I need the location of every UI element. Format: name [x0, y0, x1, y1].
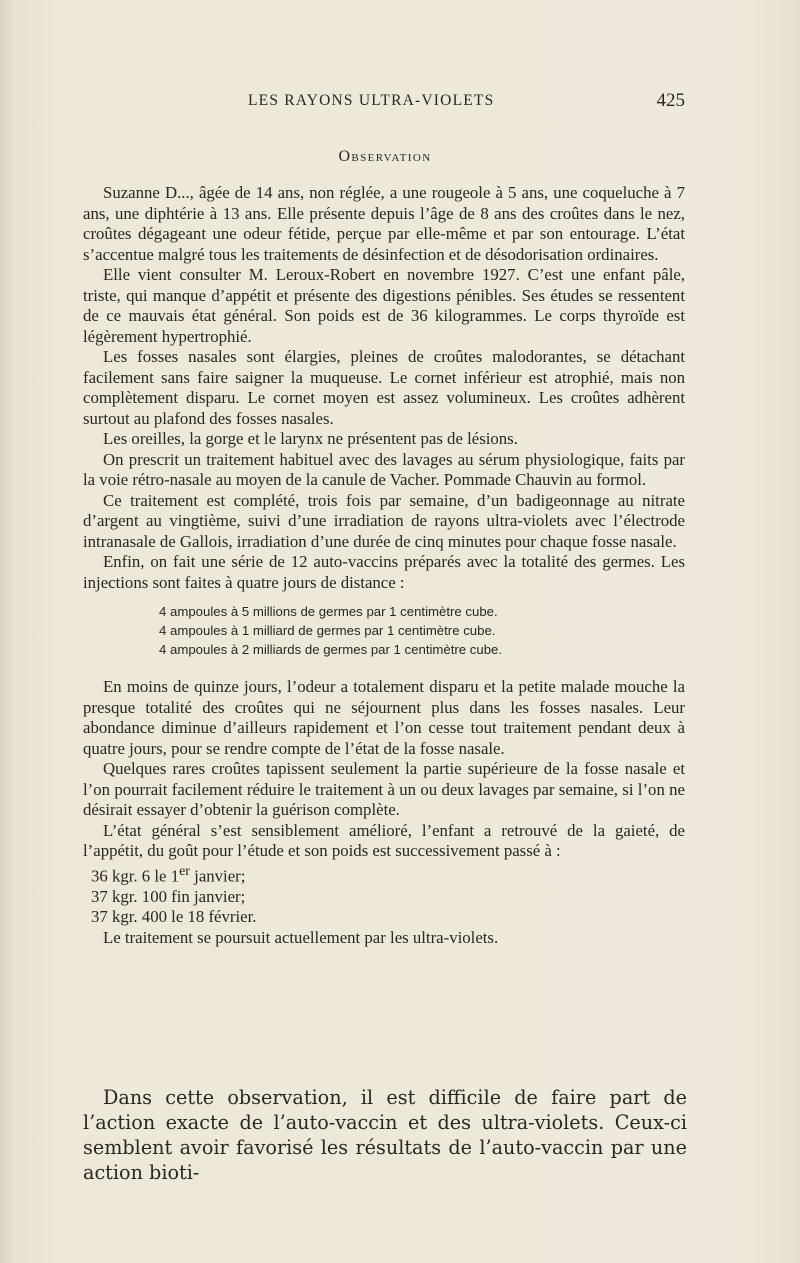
paragraph: Ce traitement est complété, trois fois par semaine, d’un badigeonnage au nitrate d’argent au vingtième, suivi d’une irradiation de rayons ultra-violets avec l’électrode intranasale de Gallois, irradiation d’une durée de cinq minutes pour chaque fosse nasale.: [83, 490, 685, 551]
weight-item: 37 kgr. 100 fin janvier;: [91, 886, 246, 906]
list-item: 4 ampoules à 5 millions de germes par 1 centimètre cube.: [159, 604, 498, 619]
paragraph: Suzanne D..., âgée de 14 ans, non réglée, a une rougeole à 5 ans, une coqueluche à 7 ans, une diphtérie à 13 ans. Elle présente depuis l’âge de 8 ans des croûtes dans le nez, croûtes dégageant une odeur fétide, perçue par elle-même et par son entourage. L’état s’accentue malgré tous les traitements de désinfection et de désodorisation ordinaires.: [83, 183, 685, 264]
injection-list: [83, 602, 685, 659]
running-title: LES RAYONS ULTRA-VIOLETS: [248, 92, 495, 109]
weight-item: [83, 862, 685, 887]
paragraph: Les fosses nasales sont élargies, pleines de croûtes malodorantes, se détachant facilement sans faire saigner la muqueuse. Le cornet inférieur est atrophié, mais non complètement disparu. Le cornet moyen est assez volumineux. Les croûtes adhèrent surtout au plafond des fosses nasales.: [83, 347, 685, 428]
weight-list: [83, 862, 685, 928]
paragraph: L’état général s’est sensiblement amélioré, l’enfant a retrouvé de la gaieté, de l’appétit, du goût pour l’étude et son poids est successivement passé à :: [83, 820, 685, 860]
paragraph: Enfin, on fait une série de 12 auto-vaccins préparés avec la totalité des germes. Les injections sont faites à quatre jours de distance :: [83, 552, 685, 592]
section-title: Observation: [338, 148, 432, 165]
list-item: 4 ampoules à 2 milliards de germes par 1 centimètre cube.: [159, 642, 503, 657]
paragraph: Elle vient consulter M. Leroux-Robert en novembre 1927. C’est une enfant pâle, triste, qui manque d’appétit et présente des digestions pénibles. Ses études se ressentent de ce mauvais état général. Son poids est de 36 kilogrammes. Le corps thyroïde est légèrement hypertrophié.: [83, 265, 685, 346]
final-line: Le traitement se poursuit actuellement par les ultra-violets.: [103, 927, 499, 947]
paragraph: Quelques rares croûtes tapissent seulement la partie supérieure de la fosse nasale et l’on pourrait facilement réduire le traitement à un ou deux lavages par semaine, si l’on ne désirait essayer d’obtenir la guérison complète.: [83, 759, 685, 819]
conclusion: [83, 1085, 687, 1185]
conclusion-paragraph: Dans cette observation, il est difficile de faire part de l’action exacte de l’auto-vaccin et des ultra-violets. Ceux-ci semblent avoir favorisé les résultats de l’auto-vaccin par une action bioti-: [83, 1086, 687, 1184]
weight-item: 37 kgr. 400 le 18 février.: [91, 907, 257, 927]
page-number: 425: [656, 90, 685, 111]
weight-text: 36 kgr. 6 le 1: [91, 866, 180, 886]
running-head: [80, 90, 685, 120]
paragraph: En moins de quinze jours, l’odeur a totalement disparu et la petite malade mouche la presque totalité des croûtes qui ne séjournent plus dans les fosses nasales. Leur abondance diminue d’ailleurs rapidement et l’on cesse tout traitement pendant deux à quatre jours, pour se rendre compte de l’état de la fosse nasale.: [83, 677, 685, 758]
weight-superscript: er: [179, 863, 190, 879]
weight-text: janvier;: [189, 866, 246, 886]
paragraph: Les oreilles, la gorge et le larynx ne présentent pas de lésions.: [103, 429, 518, 448]
list-item: 4 ampoules à 1 milliard de germes par 1 centimètre cube.: [159, 623, 496, 638]
paragraph: On prescrit un traitement habituel avec des lavages au sérum physiologique, faits par la voie rétro-nasale au moyen de la canule de Vacher. Pommade Chauvin au formol.: [83, 449, 685, 489]
body-text: [83, 183, 685, 948]
